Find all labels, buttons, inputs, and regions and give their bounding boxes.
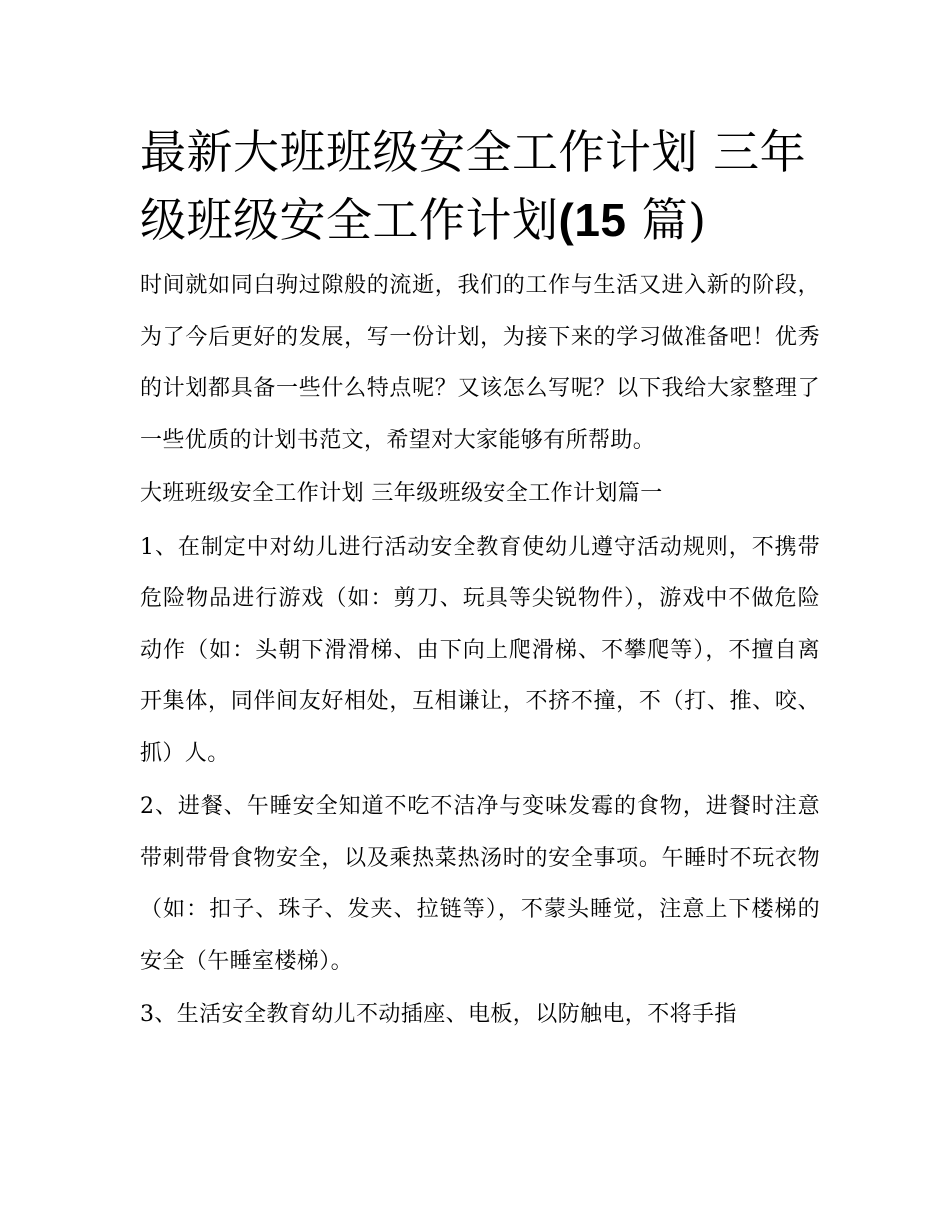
item-paragraph-3: 3、生活安全教育幼儿不动插座、电板，以防触电，不将手指	[140, 1002, 737, 1027]
title-count: (15	[558, 194, 627, 246]
section-heading: 大班班级安全工作计划 三年级班级安全工作计划篇一	[140, 481, 663, 506]
document-title	[140, 118, 820, 254]
item-paragraph-1: 1、在制定中对幼儿进行活动安全教育使幼儿遵守活动规则，不携带危险物品进行游戏（如：剪刀、玩具等尖锐物件），游戏中不做危险动作（如：头朝下滑滑梯、由下向上爬滑梯、不攀爬等），不擅自离开集体，同伴间友好相处，互相谦让，不挤不撞，不（打、推、咬、抓）人。	[140, 534, 820, 766]
document-body	[140, 118, 820, 1041]
title-text: 最新大班班级安全工作计划 三年级班级安全工作计划	[140, 125, 807, 247]
intro-paragraph: 时间就如同白驹过隙般的流逝，我们的工作与生活又进入新的阶段，为了今后更好的发展，写一份计划，为接下来的学习做准备吧！优秀的计划都具备一些什么特点呢？又该怎么写呢？以下我给大家整理了一些优质的计划书范文，希望对大家能够有所帮助。	[140, 273, 820, 453]
title-suffix: 篇)	[641, 193, 707, 247]
item-paragraph-2: 2、进餐、午睡安全知道不吃不洁净与变味发霉的食物，进餐时注意带刺带骨食物安全，以及乘热菜热汤时的安全事项。午睡时不玩衣物（如：扣子、珠子、发夹、拉链等），不蒙头睡觉，注意上下楼梯的安全（午睡室楼梯）。	[140, 794, 820, 974]
